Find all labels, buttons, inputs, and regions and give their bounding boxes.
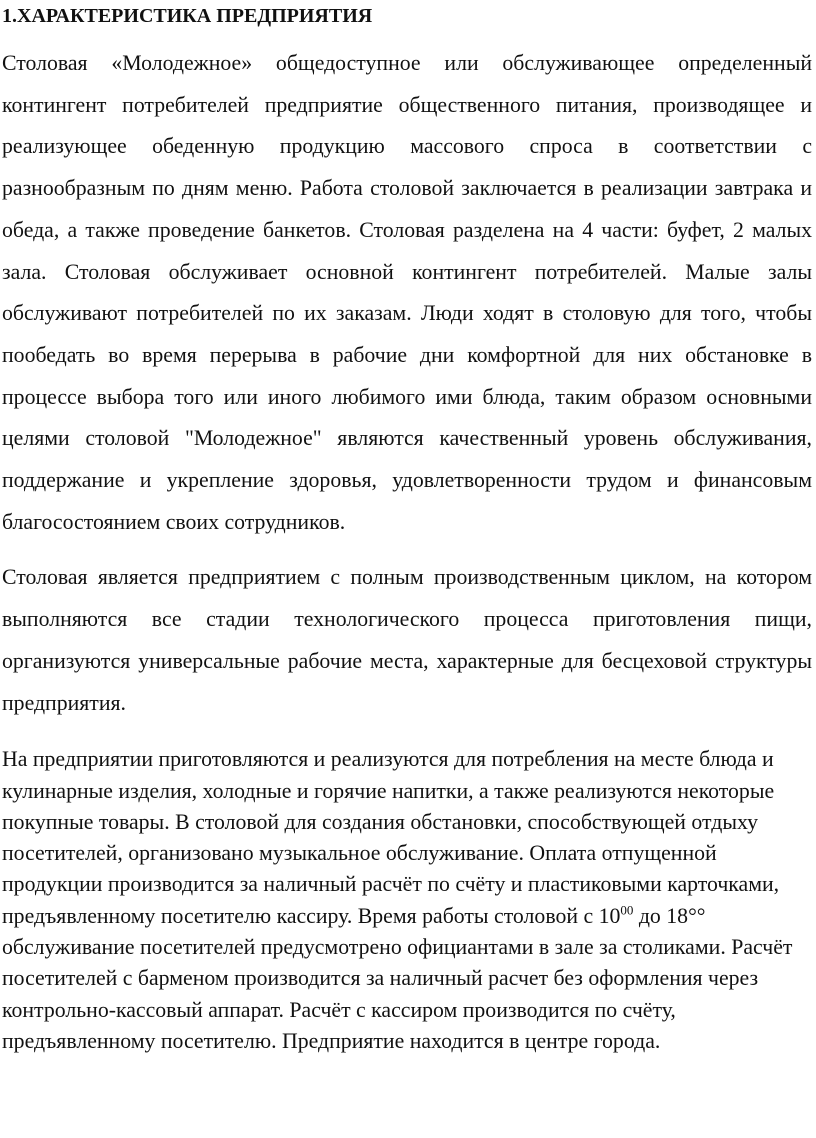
opening-hour-superscript: 00 xyxy=(620,902,634,918)
document-title: 1.ХАРАКТЕРИСТИКА ПРЕДПРИЯТИЯ xyxy=(2,5,373,27)
paragraph-enterprise-description: Столовая «Молодежное» общедоступное или обслуживающее определенный контингент потребителей предприятие общественного питания, производящее и реализующее обеденную продукцию массового спроса в соответствии с разнообразным по дням меню. Работа столовой заключается в реализации завтрака и обеда, а также проведение банкетов. Столовая разделена на 4 части: буфет, 2 малых зала. Столовая обслуживает основной контингент потребителей. Малые залы обслуживают потребителей по их заказам. Люди ходят в столовую для того, чтобы пообедать во время перерыва в рабочие дни комфортной для них обстановке в процессе выбора того или иного любимого ими блюда, таким образом основными целями столовой "Молодежное" являются качественный уровень обслуживания, поддержание и укрепление здоровья, удовлетворенности трудом и финансовым благосостоянием своих сотрудников. xyxy=(2,51,812,534)
paragraph-services-and-hours xyxy=(2,744,812,1057)
services-text-part-b: до 18°° обслуживание посетителей предусмотрено официантами в зале за столиками. Расчёт посетителей с барменом производится за наличный расчет без оформления через контрольно-кассовый аппарат. Расчёт с кассиром производится по счёту, предъявленному посетителю. Предприятие находится в центре города. xyxy=(2,903,793,1053)
services-text-part-a: На предприятии приготовляются и реализуются для потребления на месте блюда и кулинарные изделия, холодные и горячие напитки, а также реализуются некоторые покупные товары. В столовой для создания обстановки, способствующей отдыху посетителей, организовано музыкальное обслуживание. Оплата отпущенной продукции производится за наличный расчёт по счёту и пластиковыми карточками, предъявленному посетителю кассиру. Время работы столовой с 10 xyxy=(2,747,780,928)
paragraph-production-cycle: Столовая является предприятием с полным производственным циклом, на котором выполняются все стадии технологического процесса приготовления пищи, организуются универсальные рабочие места, характерные для бесцеховой структуры предприятия. xyxy=(2,565,812,715)
